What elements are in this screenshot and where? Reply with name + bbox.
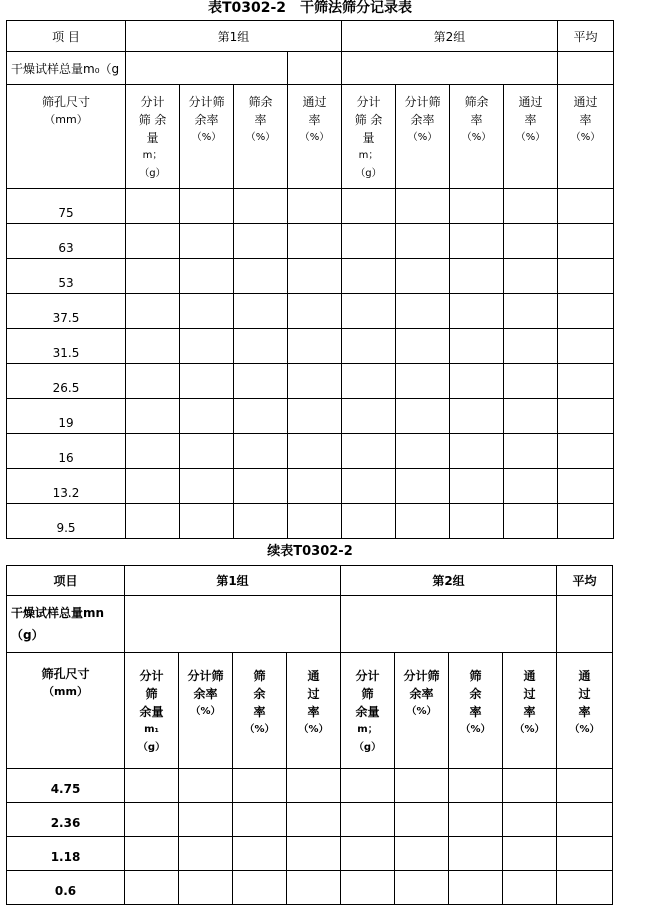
sieve-size-header [7, 85, 126, 189]
data-cell[interactable] [180, 469, 234, 504]
data-cell[interactable] [288, 504, 342, 539]
g2-cumulative-retained-header: 筛 余 率 （%） [449, 653, 503, 769]
data-cell[interactable] [234, 364, 288, 399]
data-cell[interactable] [396, 224, 450, 259]
table-row [7, 469, 614, 504]
table-row [7, 803, 613, 837]
data-cell[interactable] [233, 871, 287, 905]
g1-cumulative-retained-header: 筛余 率 （%） [234, 85, 288, 189]
data-cell[interactable] [233, 837, 287, 871]
table-row [7, 434, 614, 469]
sieve-size-value: 1.18 [7, 837, 125, 871]
sieve-size-value: 53 [7, 259, 126, 294]
avg-passing-rate-header: 通过 率 （%） [558, 85, 614, 189]
g2-passing-rate-header: 通过 率 （%） [504, 85, 558, 189]
data-cell[interactable] [180, 329, 234, 364]
data-cell[interactable] [504, 504, 558, 539]
data-cell[interactable] [126, 399, 180, 434]
continued-sieve-record-table [6, 565, 613, 905]
g1-retained-rate-header: 分计筛 余率 （%） [180, 85, 234, 189]
table-row [7, 769, 613, 803]
data-cell[interactable] [179, 803, 233, 837]
data-cell[interactable] [342, 399, 396, 434]
data-cell[interactable] [450, 189, 504, 224]
data-cell[interactable] [288, 259, 342, 294]
data-cell[interactable] [395, 803, 449, 837]
data-cell[interactable] [342, 364, 396, 399]
total-mass-label: 干燥试样总量mn （g） [7, 596, 125, 653]
data-cell[interactable] [557, 769, 613, 803]
data-cell[interactable] [396, 399, 450, 434]
table-row [7, 504, 614, 539]
data-cell[interactable] [287, 769, 341, 803]
table-row [7, 837, 613, 871]
data-cell[interactable] [180, 224, 234, 259]
data-cell[interactable] [126, 294, 180, 329]
data-cell[interactable] [342, 329, 396, 364]
data-cell[interactable] [341, 769, 395, 803]
data-cell[interactable] [179, 769, 233, 803]
data-cell[interactable] [558, 224, 614, 259]
data-cell[interactable] [449, 769, 503, 803]
data-cell[interactable] [558, 294, 614, 329]
data-cell[interactable] [504, 399, 558, 434]
data-cell[interactable] [449, 871, 503, 905]
sieve-size-value: 19 [7, 399, 126, 434]
data-cell[interactable] [504, 364, 558, 399]
data-cell[interactable] [125, 803, 179, 837]
data-cell[interactable] [288, 364, 342, 399]
data-cell[interactable] [126, 434, 180, 469]
data-cell[interactable] [341, 837, 395, 871]
dry-sieve-record-table [6, 20, 614, 539]
data-cell[interactable] [342, 294, 396, 329]
data-cell[interactable] [234, 504, 288, 539]
data-cell[interactable] [126, 329, 180, 364]
data-cell[interactable] [180, 504, 234, 539]
data-cell[interactable] [396, 469, 450, 504]
sieve-size-value: 31.5 [7, 329, 126, 364]
data-cell[interactable] [450, 364, 504, 399]
sieve-size-label: 筛孔尺寸 [41, 95, 90, 109]
total-mass-group1-cell[interactable] [125, 596, 341, 653]
data-cell[interactable] [234, 469, 288, 504]
g1-cumulative-retained-header: 筛 余 率 （%） [233, 653, 287, 769]
data-cell[interactable] [450, 329, 504, 364]
data-cell[interactable] [234, 259, 288, 294]
data-cell[interactable] [287, 871, 341, 905]
data-cell[interactable] [450, 294, 504, 329]
table-row [7, 294, 614, 329]
data-cell[interactable] [234, 224, 288, 259]
data-cell[interactable] [342, 504, 396, 539]
g1-retained-rate-header: 分计筛 余率 （%） [179, 653, 233, 769]
g2-retained-rate-header: 分计筛 余率 （%） [396, 85, 450, 189]
data-cell[interactable] [450, 504, 504, 539]
sieve-size-value: 4.75 [7, 769, 125, 803]
table-row [7, 364, 614, 399]
g2-retained-mass-header: 分计 筛 余 量 m； （g） [342, 85, 396, 189]
data-cell[interactable] [504, 294, 558, 329]
average-header: 平均 [557, 566, 613, 596]
data-cell[interactable] [342, 189, 396, 224]
data-cell[interactable] [288, 469, 342, 504]
data-cell[interactable] [558, 399, 614, 434]
table-row [7, 224, 614, 259]
data-cell[interactable] [504, 189, 558, 224]
data-cell[interactable] [234, 189, 288, 224]
data-cell[interactable] [179, 871, 233, 905]
data-cell[interactable] [450, 469, 504, 504]
g1-retained-mass-header: 分计 筛 余 量 m； （g） [126, 85, 180, 189]
data-cell[interactable] [396, 434, 450, 469]
data-cell[interactable] [503, 803, 557, 837]
table2-title: 续表T0302-2 [267, 544, 353, 559]
total-mass-group1-extra-cell[interactable] [288, 52, 342, 85]
sieve-size-unit: （mm） [44, 113, 88, 126]
data-cell[interactable] [126, 364, 180, 399]
data-cell[interactable] [504, 434, 558, 469]
data-cell[interactable] [558, 434, 614, 469]
total-mass-label: 干燥试样总量m₀（g [7, 52, 126, 85]
data-cell[interactable] [558, 329, 614, 364]
data-cell[interactable] [288, 224, 342, 259]
sieve-size-value: 75 [7, 189, 126, 224]
data-cell[interactable] [450, 434, 504, 469]
avg-passing-rate-header: 通 过 率 （%） [557, 653, 613, 769]
data-cell[interactable] [396, 504, 450, 539]
data-cell[interactable] [234, 329, 288, 364]
g2-cumulative-retained-header: 筛余 率 （%） [450, 85, 504, 189]
g1-retained-mass-header: 分计 筛 余量 m₁ （g） [125, 653, 179, 769]
data-cell[interactable] [126, 469, 180, 504]
data-cell[interactable] [288, 189, 342, 224]
data-cell[interactable] [503, 871, 557, 905]
data-cell[interactable] [557, 871, 613, 905]
data-cell[interactable] [557, 837, 613, 871]
data-cell[interactable] [504, 329, 558, 364]
table-row [7, 399, 614, 434]
data-cell[interactable] [126, 259, 180, 294]
data-cell[interactable] [234, 399, 288, 434]
data-cell[interactable] [449, 837, 503, 871]
group2-header: 第2组 [341, 566, 557, 596]
data-cell[interactable] [288, 294, 342, 329]
data-cell[interactable] [558, 364, 614, 399]
sieve-size-value: 13.2 [7, 469, 126, 504]
data-cell[interactable] [396, 259, 450, 294]
sieve-size-value: 9.5 [7, 504, 126, 539]
sieve-size-value: 63 [7, 224, 126, 259]
data-cell[interactable] [125, 769, 179, 803]
data-cell[interactable] [126, 504, 180, 539]
data-cell[interactable] [450, 259, 504, 294]
data-cell[interactable] [503, 837, 557, 871]
total-mass-group2-cell[interactable] [341, 596, 557, 653]
data-cell[interactable] [126, 189, 180, 224]
data-cell[interactable] [288, 434, 342, 469]
item-header: 项目 [7, 566, 125, 596]
group2-header: 第2组 [342, 21, 558, 52]
data-cell[interactable] [342, 259, 396, 294]
g1-passing-rate-header: 通 过 率 （%） [287, 653, 341, 769]
data-cell[interactable] [180, 364, 234, 399]
average-header: 平均 [558, 21, 614, 52]
data-cell[interactable] [558, 189, 614, 224]
data-cell[interactable] [287, 837, 341, 871]
sieve-size-value: 2.36 [7, 803, 125, 837]
data-cell[interactable] [233, 769, 287, 803]
data-cell[interactable] [395, 769, 449, 803]
data-cell[interactable] [341, 803, 395, 837]
data-cell[interactable] [180, 399, 234, 434]
data-cell[interactable] [449, 803, 503, 837]
data-cell[interactable] [504, 469, 558, 504]
data-cell[interactable] [504, 259, 558, 294]
data-cell[interactable] [503, 769, 557, 803]
data-cell[interactable] [395, 837, 449, 871]
data-cell[interactable] [396, 294, 450, 329]
g2-passing-rate-header: 通 过 率 （%） [503, 653, 557, 769]
sieve-size-value: 16 [7, 434, 126, 469]
data-cell[interactable] [288, 399, 342, 434]
data-cell[interactable] [450, 224, 504, 259]
data-cell[interactable] [504, 224, 558, 259]
total-mass-group2-cell[interactable] [342, 52, 558, 85]
total-mass-average-cell[interactable] [557, 596, 613, 653]
data-cell[interactable] [396, 329, 450, 364]
total-mass-average-cell[interactable] [558, 52, 614, 85]
sieve-size-value: 0.6 [7, 871, 125, 905]
total-mass-group1-cell[interactable] [126, 52, 288, 85]
table-row [7, 189, 614, 224]
g2-retained-rate-header: 分计筛 余率 （%） [395, 653, 449, 769]
data-cell[interactable] [233, 803, 287, 837]
g1-passing-rate-header: 通过 率 （%） [288, 85, 342, 189]
data-cell[interactable] [342, 224, 396, 259]
data-cell[interactable] [234, 434, 288, 469]
table-row [7, 329, 614, 364]
data-cell[interactable] [125, 871, 179, 905]
data-cell[interactable] [287, 803, 341, 837]
data-cell[interactable] [180, 189, 234, 224]
table-row [7, 871, 613, 905]
data-cell[interactable] [288, 329, 342, 364]
data-cell[interactable] [395, 871, 449, 905]
g2-retained-mass-header: 分计 筛 余量 m； （g） [341, 653, 395, 769]
item-header: 项 目 [7, 21, 126, 52]
data-cell[interactable] [396, 189, 450, 224]
data-cell[interactable] [558, 259, 614, 294]
data-cell[interactable] [396, 364, 450, 399]
data-cell[interactable] [557, 803, 613, 837]
group1-header: 第1组 [125, 566, 341, 596]
sieve-size-value: 37.5 [7, 294, 126, 329]
sieve-size-value: 26.5 [7, 364, 126, 399]
data-cell[interactable] [126, 224, 180, 259]
data-cell[interactable] [180, 434, 234, 469]
data-cell[interactable] [179, 837, 233, 871]
data-cell[interactable] [450, 399, 504, 434]
data-cell[interactable] [342, 434, 396, 469]
data-cell[interactable] [342, 469, 396, 504]
data-cell[interactable] [341, 871, 395, 905]
data-cell[interactable] [558, 504, 614, 539]
data-cell[interactable] [125, 837, 179, 871]
sieve-size-header: 筛孔尺寸 （mm） [7, 653, 125, 769]
data-cell[interactable] [558, 469, 614, 504]
data-cell[interactable] [180, 259, 234, 294]
table1-title: 表T0302-2 干筛法筛分记录表 [207, 0, 413, 16]
data-cell[interactable] [234, 294, 288, 329]
table-row [7, 259, 614, 294]
group1-header: 第1组 [126, 21, 342, 52]
data-cell[interactable] [180, 294, 234, 329]
